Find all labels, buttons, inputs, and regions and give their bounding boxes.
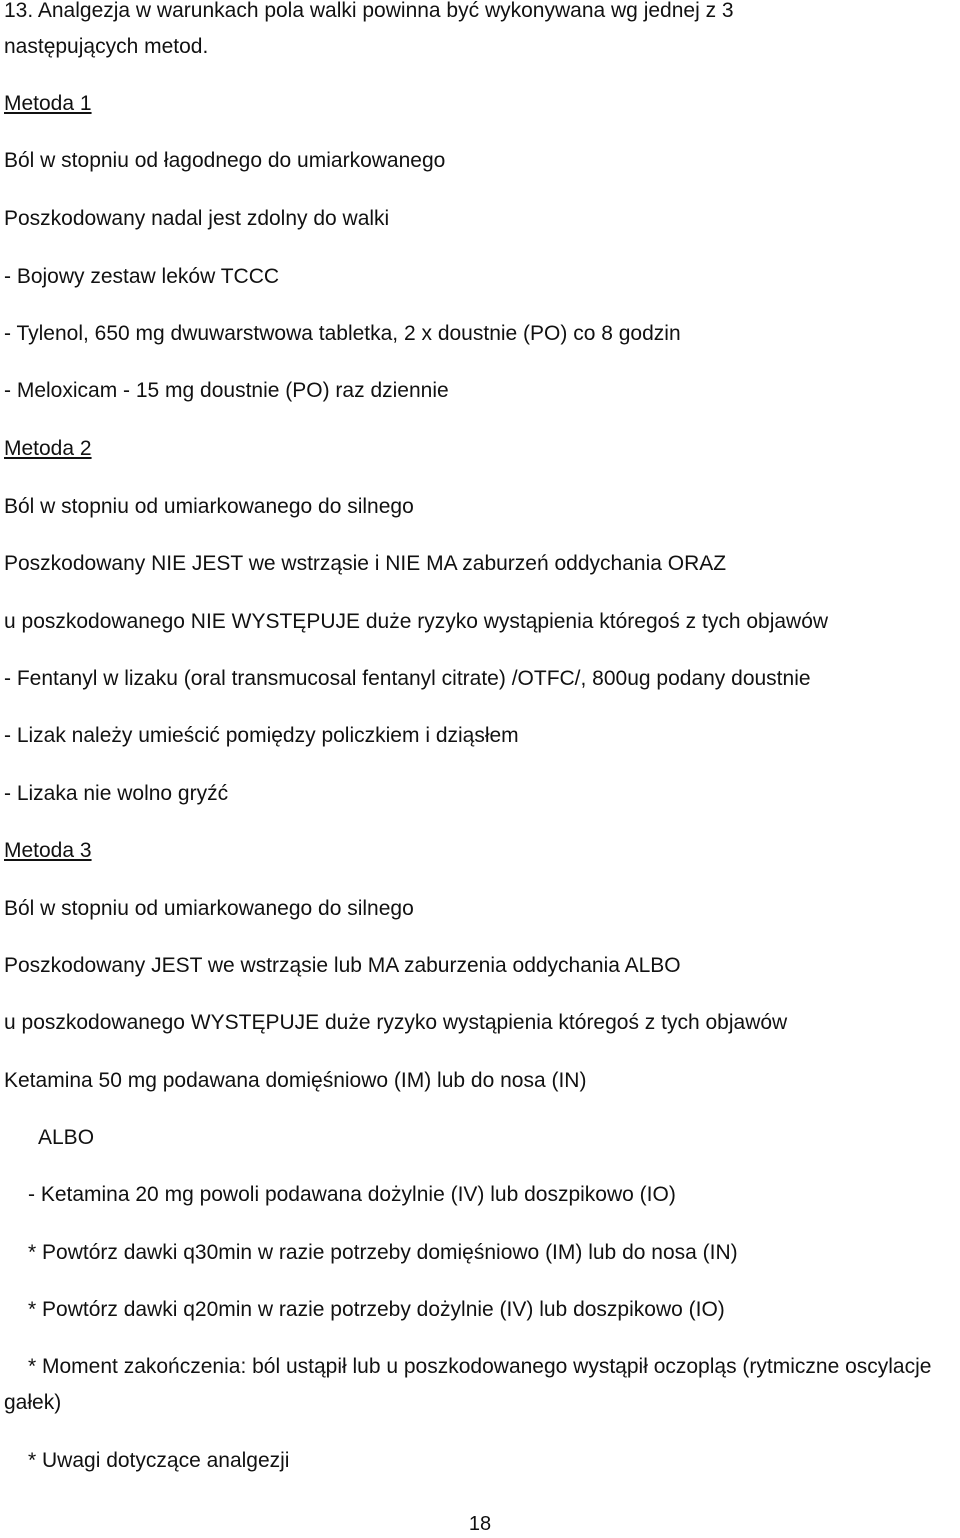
- section-heading-line-2: następujących metod.: [4, 35, 209, 58]
- method-3-endpoint: * Moment zakończenia: ból ustąpił lub u poszkodowanego wystąpił oczopląs (rytmiczne oscylacje gałek): [4, 1355, 932, 1414]
- method-2-pain-level: Ból w stopniu od umiarkowanego do silnego: [4, 495, 414, 518]
- page-number: 18: [468, 1513, 492, 1535]
- method-2-title: Metoda 2: [4, 437, 92, 460]
- method-3-risk: u poszkodowanego WYSTĘPUJE duże ryzyko wystąpienia któregoś z tych objawów: [4, 1011, 788, 1034]
- method-1-condition: Poszkodowany nadal jest zdolny do walki: [4, 207, 390, 230]
- method-1-meloxicam: - Meloxicam - 15 mg doustnie (PO) raz dziennie: [4, 379, 449, 402]
- method-3-pain-level: Ból w stopniu od umiarkowanego do silnego: [4, 897, 414, 920]
- method-3-title: Metoda 3: [4, 839, 92, 862]
- method-2-lollipop-placement: - Lizak należy umieścić pomiędzy policzkiem i dziąsłem: [4, 724, 519, 747]
- method-2-condition: Poszkodowany NIE JEST we wstrząsie i NIE MA zaburzeń oddychania ORAZ: [4, 552, 727, 575]
- method-3-ketamine-im: Ketamina 50 mg podawana domięśniowo (IM) lub do nosa (IN): [4, 1069, 587, 1092]
- method-2-no-chewing: - Lizaka nie wolno gryźć: [4, 782, 229, 805]
- method-3-albo: ALBO: [38, 1126, 95, 1149]
- method-1-tylenol: - Tylenol, 650 mg dwuwarstwowa tabletka, 2 x doustnie (PO) co 8 godzin: [4, 322, 681, 345]
- method-1-pain-level: Ból w stopniu od łagodnego do umiarkowanego: [4, 149, 446, 172]
- method-2-fentanyl: - Fentanyl w lizaku (oral transmucosal fentanyl citrate) /OTFC/, 800ug podany doustnie: [4, 667, 811, 690]
- method-1-kit: - Bojowy zestaw leków TCCC: [4, 265, 280, 288]
- method-1-title: Metoda 1: [4, 92, 92, 115]
- method-3-condition: Poszkodowany JEST we wstrząsie lub MA zaburzenia oddychania ALBO: [4, 954, 681, 977]
- method-2-risk: u poszkodowanego NIE WYSTĘPUJE duże ryzyko wystąpienia któregoś z tych objawów: [4, 610, 829, 633]
- method-3-repeat-iv: * Powtórz dawki q20min w razie potrzeby dożylnie (IV) lub doszpikowo (IO): [28, 1298, 725, 1321]
- section-heading-line-1: 13. Analgezja w warunkach pola walki powinna być wykonywana wg jednej z 3: [4, 0, 734, 22]
- method-3-repeat-im: * Powtórz dawki q30min w razie potrzeby domięśniowo (IM) lub do nosa (IN): [28, 1241, 738, 1264]
- method-3-ketamine-iv: - Ketamina 20 mg powoli podawana dożylnie (IV) lub doszpikowo (IO): [28, 1183, 676, 1206]
- method-3-remarks: * Uwagi dotyczące analgezji: [28, 1449, 290, 1472]
